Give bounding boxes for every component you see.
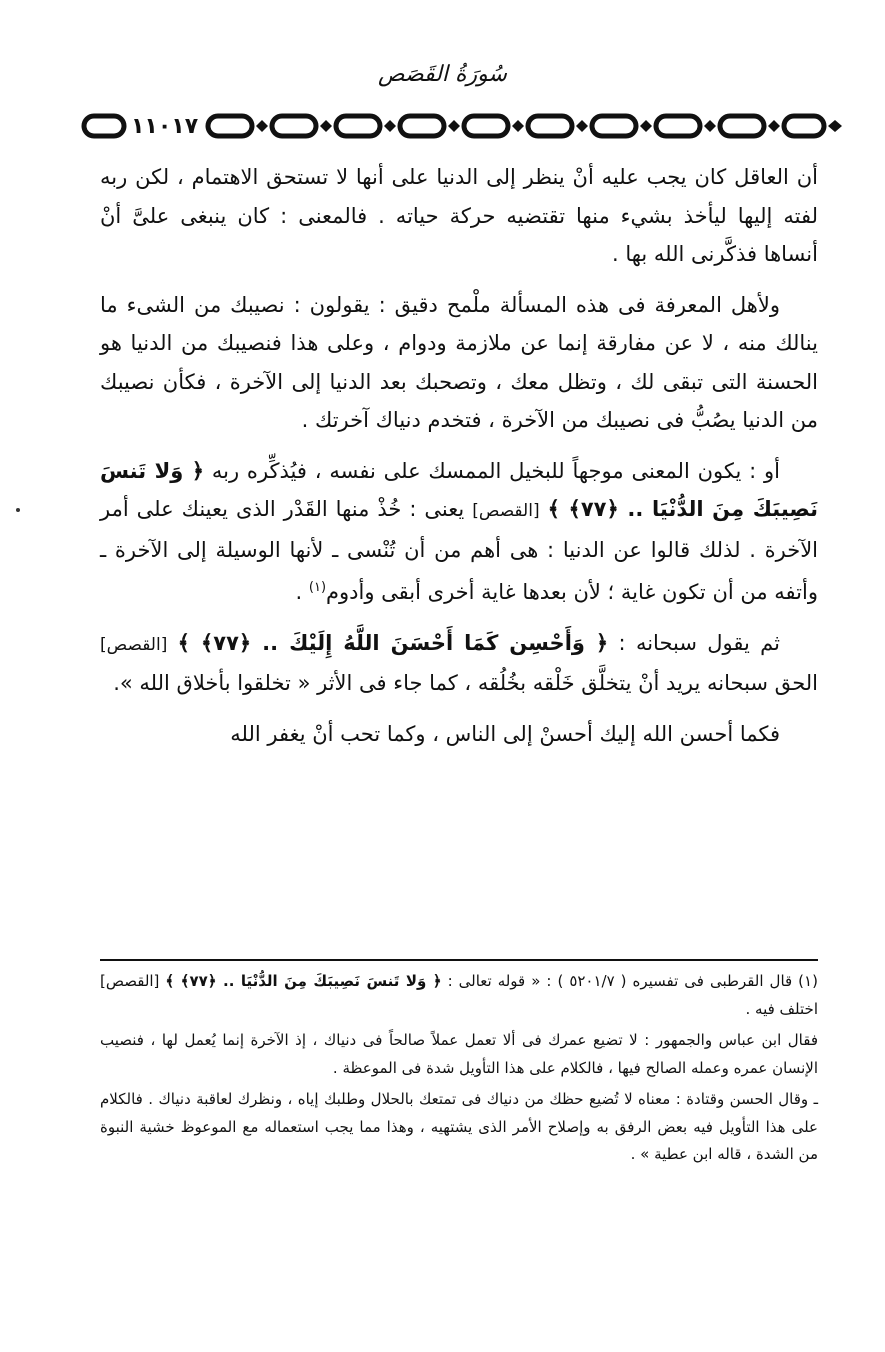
quran-verse: ﴿ وَلا تَنسَ نَصِيبَكَ مِنَ الدُّنْيَا .. ﴿٧٧﴾ ﴾: [100, 458, 818, 521]
footnotes: [100, 968, 818, 1173]
surah-reference: [القصص]: [100, 634, 168, 655]
paragraph-3-text-a: أو : يكون المعنى موجهاً للبخيل الممسك على نفسه ، فيُذكِّره ربه: [211, 458, 780, 483]
paragraph-3-end: .: [295, 580, 309, 604]
quran-verse: ﴿ وَأَحْسِن كَمَا أَحْسَنَ اللَّهُ إِلَيْكَ .. ﴿٧٧﴾ ﴾: [177, 630, 609, 655]
footnote-3: ـ وقال الحسن وقتادة : معناه لا تُضيع حظك من دنياك فى تمتعك بالحلال وطلبك إياه ، ونظرك لعاقبة دنياك . فالكلام على هذا التأويل فيه بعض الرفق به وإصلاح الأمر الذى يشتهيه ، وهذا مما يجب استعماله مع الموعوظ خشية النبوة من الشدة ، قاله ابن عطية » .: [100, 1090, 818, 1163]
paragraph-1: أن العاقل كان يجب عليه أنْ ينظر إلى الدنيا على أنها لا تستحق الاهتمام ، لكن ربه لفته إليها ليأخذ بشيء منها تقتضيه حركة حياته . فالمعنى : كان ينبغى علىَّ أنْ أنساها فذكَّرنى الله بها .: [100, 165, 818, 266]
page-number: ١١٠١٧: [128, 114, 201, 139]
paragraph-5: فكما أحسن الله إليك أحسنْ إلى الناس ، وكما تحب أنْ يغفر الله: [230, 721, 780, 746]
footnote-2: فقال ابن عباس والجمهور : لا تضيع عمرك فى ألا تعمل عملاً صالحاً فى دنياك ، إذ الآخرة إنما يُعمل لها ، فنصيب الإنسان عمره وعمله الصالح فيها ، فالكلام على هذا التأويل شدة فى الموعظة .: [100, 1031, 818, 1077]
paragraph-4-text-b: الحق سبحانه يريد أنْ يتخلَّق خَلْقه بخُلُقه ، كما جاء فى الأثر « تخلقوا بأخلاق الله ».: [113, 671, 818, 695]
paragraph-3: [100, 452, 818, 612]
paragraph-4: [100, 624, 818, 703]
footnote-1: [100, 968, 818, 1023]
paragraph-3-text-b: يعنى : خُذْ منها القَدْر الذى يعينك على أمر الآخرة . لذلك قالوا عن الدنيا : هى أهم من أن تُنْسى ـ لأنها الوسيلة إلى الآخرة ـ وأتفه من أن تكون غاية ؛ لأن بعدها غاية أخرى أبقى وأدوم: [100, 497, 818, 604]
footnote-1-text-b: [القصص] اختلف فيه .: [100, 972, 818, 1018]
footnote-quran-verse: ﴿ وَلا تَنسَ نَصِيبَكَ مِنَ الدُّنْيَا .. ﴿٧٧﴾ ﴾: [165, 972, 442, 990]
paragraph-4-text-a: ثم يقول سبحانه :: [618, 630, 780, 655]
paragraph-2: ولأهل المعرفة فى هذه المسألة ملْمح دقيق : يقولون : نصيبك من الشىء ما ينالك منه ، لا عن مفارقة إنما عن ملازمة ودوام ، وعلى هذا فنصيبك من الدنيا هو الحسنة التى تبقى لك ، وتظل معك ، وتصحبك بعد الدنيا إلى الآخرة ، فكأن نصيبك من الدنيا يصُبُّ فى نصيبك من الآخرة ، فتخدم دنياك آخرتك .: [100, 292, 818, 432]
footnote-marker: (١): [308, 580, 327, 595]
footnote-separator: [100, 959, 818, 961]
scan-speck: [16, 508, 20, 512]
main-text: [100, 158, 818, 765]
footnote-1-text-a: (١) قال القرطبى فى تفسيره ( ٥٢٠١/٧ ) : « قوله تعالى :: [447, 972, 818, 990]
surah-reference: [القصص]: [472, 501, 540, 521]
surah-title: سُورَةُ القَصَص: [378, 62, 507, 87]
